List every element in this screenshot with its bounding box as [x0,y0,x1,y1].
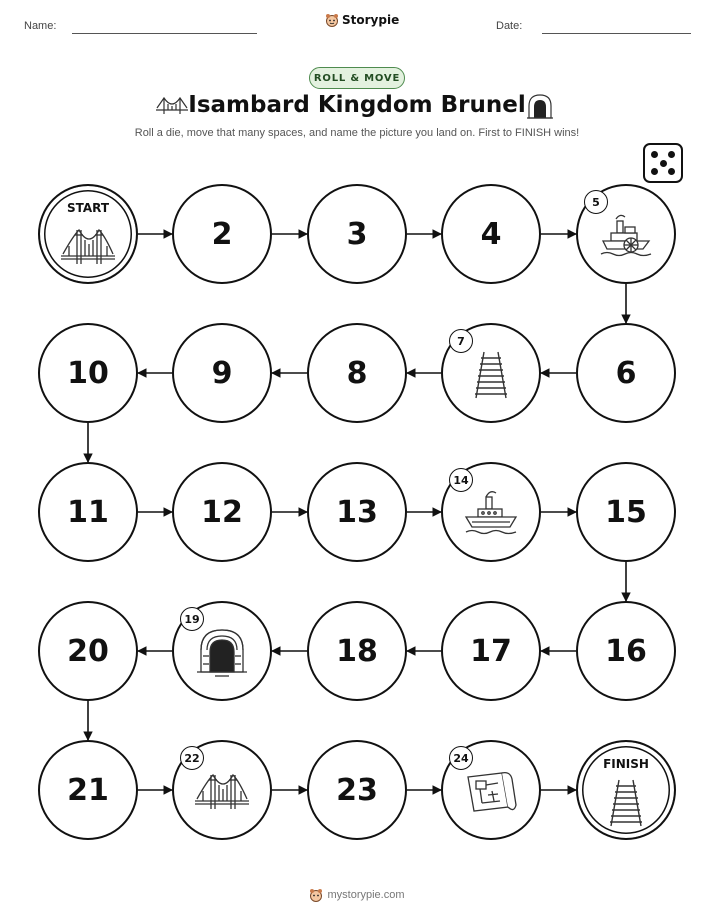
space-number-badge: 22 [180,746,204,770]
board-space-11 [38,462,138,562]
board-space-10 [38,323,138,423]
space-number-badge: 19 [180,607,204,631]
space-number: 10 [67,355,109,391]
board-space-23 [307,740,407,840]
start-label: START [66,201,110,215]
tunnel-icon [195,626,249,680]
board-space-4 [441,184,541,284]
board-space-9 [172,323,272,423]
date-label: Date: [496,20,523,32]
space-number: 2 [211,216,233,252]
bridge-icon [195,765,249,819]
space-number-badge: 7 [449,329,473,353]
page-title: Isambard Kingdom Brunel [188,92,526,118]
board-space-12 [172,462,272,562]
footer-url[interactable]: mystorypie.com [327,889,405,901]
board-space-16 [576,601,676,701]
brand-name: Storypie [342,13,400,27]
board-space-8 [307,323,407,423]
board-space-13 [307,462,407,562]
space-number: 11 [67,494,109,530]
space-number: 12 [201,494,243,530]
storypie-logo-icon [309,888,323,902]
space-number: 13 [336,494,378,530]
board-space-21 [38,740,138,840]
space-number: 4 [480,216,502,252]
board-space-6 [576,323,676,423]
paddle-steamer-icon [599,209,653,263]
board-space-2 [172,184,272,284]
instructions: Roll a die, move that many spaces, and name the picture you land on. First to FINISH wins! [134,127,580,139]
steamship-icon [464,487,518,541]
space-number: 3 [346,216,368,252]
space-number: 8 [346,355,368,391]
blueprint-icon [464,765,518,819]
space-number: 21 [67,772,109,808]
railway-track-icon [599,776,653,830]
railway-track-icon [464,348,518,402]
space-number: 16 [605,633,647,669]
footer [0,888,714,902]
space-number: 6 [615,355,637,391]
finish-label: FINISH [603,757,649,771]
board-space-17 [441,601,541,701]
board-space-20 [38,601,138,701]
space-number: 15 [605,494,647,530]
name-label: Name: [24,20,57,32]
bridge-icon [61,220,115,274]
space-number-badge: 24 [449,746,473,770]
board-space-18 [307,601,407,701]
space-number: 20 [67,633,109,669]
start-space [38,184,138,284]
space-number: 17 [470,633,512,669]
finish-space [576,740,676,840]
space-number-badge: 14 [449,468,473,492]
space-number: 18 [336,633,378,669]
board-space-15 [576,462,676,562]
space-number: 9 [211,355,233,391]
game-type-badge: ROLL & MOVE [309,67,405,89]
board-space-3 [307,184,407,284]
space-number: 23 [336,772,378,808]
space-number-badge: 5 [584,190,608,214]
